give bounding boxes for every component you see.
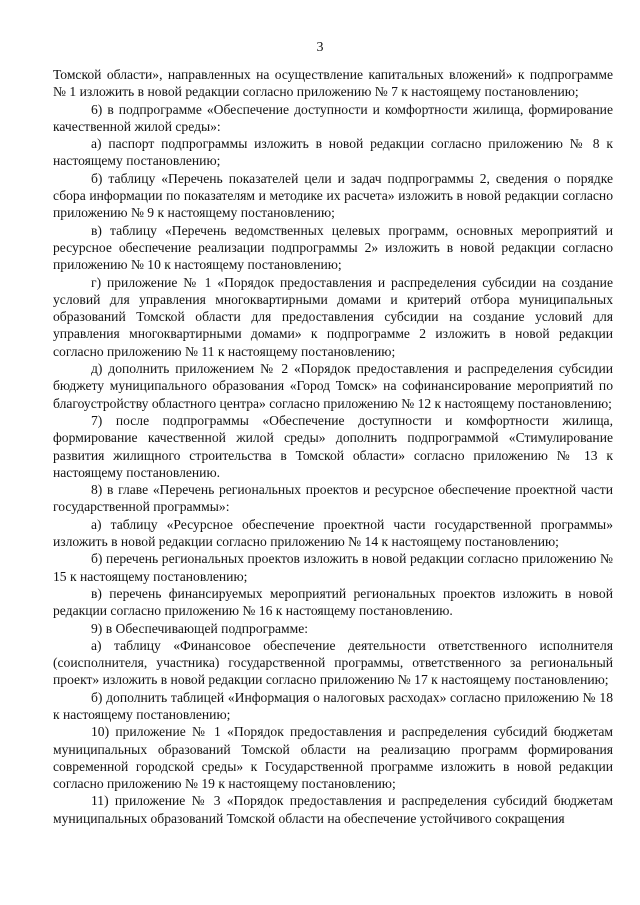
paragraph: 7) после подпрограммы «Обеспечение доступности и комфортности жилища, формирование качественной жилой среды» дополнить подпрограммой «Стимулирование развития жилищного строительства в Томской области» согласно приложению № 13 к настоящему постановлению. — [53, 412, 613, 480]
paragraph: д) дополнить приложением № 2 «Порядок предоставления и распределения субсидии бюджету муниципального образования «Город Томск» на софинансирование мероприятий по благоустройству областного центра» согласно приложению № 12 к настоящему постановлению; — [53, 361, 613, 411]
paragraph: а) паспорт подпрограммы изложить в новой редакции согласно приложению № 8 к настоящему постановлению; — [53, 136, 613, 169]
paragraph: в) перечень финансируемых мероприятий региональных проектов изложить в новой редакции согласно приложению № 16 к настоящему постановлению. — [53, 585, 613, 619]
paragraph: 11) приложение № 3 «Порядок предоставления и распределения субсидий бюджетам муниципальных образований Томской области на обеспечение устойчивого сокращения — [53, 793, 613, 826]
paragraph: б) дополнить таблицей «Информация о налоговых расходах» согласно приложению № 18 к настоящему постановлению; — [53, 689, 613, 722]
paragraph: Томской области», направленных на осуществление капитальных вложений» к подпрограмме № 1 изложить в новой редакции согласно приложению № 7 к настоящему постановлению; — [53, 67, 613, 100]
page-number: 3 — [316, 40, 324, 55]
paragraph: 8) в главе «Перечень региональных проектов и ресурсное обеспечение проектной части государственной программы»: — [53, 482, 613, 515]
paragraph: в) таблицу «Перечень ведомственных целевых программ, основных мероприятий и ресурсное обеспечение реализации подпрограммы 2» изложить в новой редакции согласно приложению № 10 к настоящему постановлению; — [53, 222, 613, 273]
paragraph: 9) в Обеспечивающей подпрограмме: — [91, 620, 309, 636]
paragraph: 10) приложение № 1 «Порядок предоставления и распределения субсидий бюджетам муниципальных образований Томской области на реализацию программ формирования современной городской среды» к Государственной программе изложить в новой редакции согласно приложению № 19 к настоящему постановлению; — [53, 724, 613, 792]
paragraph: г) приложение № 1 «Порядок предоставления и распределения субсидии на создание условий для управления многоквартирными домами и критерий отбора муниципальных образований Томской области для предоставления субсидии на создание условий для управления многоквартирными домами» к подпрограмме 2 изложить в новой редакции согласно приложению № 11 к настоящему постановлению; — [53, 274, 613, 359]
paragraph: б) перечень региональных проектов изложить в новой редакции согласно приложению № 15 к настоящему постановлению; — [53, 551, 613, 584]
paragraph: 6) в подпрограмме «Обеспечение доступности и комфортности жилища, формирование качественной жилой среды»: — [53, 101, 613, 134]
paragraph: а) таблицу «Финансовое обеспечение деятельности ответственного исполнителя (соисполнителя, участника) государственной программы, ответственного за региональный проект» изложить в новой редакции согласно приложению № 17 к настоящему постановлению; — [53, 637, 613, 688]
paragraph: а) таблицу «Ресурсное обеспечение проектной части государственной программы» изложить в новой редакции согласно приложению № 14 к настоящему постановлению; — [53, 516, 613, 550]
document-body — [53, 66, 613, 827]
paragraph: б) таблицу «Перечень показателей цели и задач подпрограммы 2, сведения о порядке сбора информации по показателям и методике их расчета» изложить в новой редакции согласно приложению № 9 к настоящему постановлению; — [53, 170, 613, 221]
